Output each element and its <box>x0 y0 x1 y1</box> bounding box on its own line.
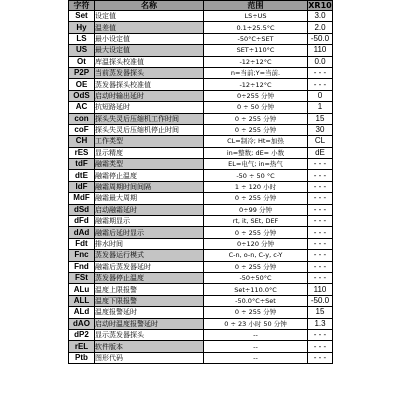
param-code: AC <box>69 102 95 113</box>
param-code: OE <box>69 79 95 90</box>
table-row <box>69 22 333 33</box>
param-code: Set <box>69 11 95 22</box>
param-code: LS <box>69 33 95 44</box>
param-value: 15 <box>308 113 333 124</box>
param-name: 工作类型 <box>95 136 204 147</box>
param-value: dE <box>308 147 333 158</box>
table-row <box>69 33 333 44</box>
param-value: - - - <box>308 216 333 227</box>
param-range: -- <box>204 329 308 340</box>
param-name: 融霜类型 <box>95 159 204 170</box>
param-value: - - - <box>308 261 333 272</box>
param-range: C-n, o-n, C-y, c-Y <box>204 250 308 261</box>
param-value: 0.0 <box>308 56 333 67</box>
param-name: 温度上限报警 <box>95 284 204 295</box>
param-code: IdF <box>69 181 95 192</box>
table-row <box>69 227 333 238</box>
param-code: dSd <box>69 204 95 215</box>
param-range: 0 ÷ 255 分钟 <box>204 113 308 124</box>
table-row <box>69 159 333 170</box>
table-row <box>69 261 333 272</box>
table-row <box>69 352 333 363</box>
param-name: 温度下限报警 <box>95 295 204 306</box>
param-name: 融霜后蒸发器延时 <box>95 261 204 272</box>
table-row <box>69 45 333 56</box>
table-row <box>69 295 333 306</box>
param-code: P2P <box>69 67 95 78</box>
param-name: 探头失灵后压缩机工作时间 <box>95 113 204 124</box>
param-value: 15 <box>308 307 333 318</box>
param-range: SET÷110°C <box>204 45 308 56</box>
param-range: 0.1÷25.5°C <box>204 22 308 33</box>
param-value: - - - <box>308 79 333 90</box>
table-body <box>69 11 333 364</box>
param-range: 0÷99 分钟 <box>204 204 308 215</box>
table-row <box>69 67 333 78</box>
param-code: dAO <box>69 318 95 329</box>
table-row <box>69 181 333 192</box>
param-name: 启动融霜延时 <box>95 204 204 215</box>
param-name: 蒸发器运行模式 <box>95 250 204 261</box>
param-name: 融霜后延时显示 <box>95 227 204 238</box>
param-range: -- <box>204 352 308 363</box>
param-code: rES <box>69 147 95 158</box>
table-row <box>69 124 333 135</box>
param-name: 抗短路延时 <box>95 102 204 113</box>
header-code: 字符 <box>69 1 95 11</box>
table-row <box>69 90 333 101</box>
param-name: 融霜最大周期 <box>95 193 204 204</box>
param-code: US <box>69 45 95 56</box>
param-value: -50.0 <box>308 33 333 44</box>
param-range: in=整数; dE= 小数 <box>204 147 308 158</box>
table-row <box>69 318 333 329</box>
param-value: 110 <box>308 284 333 295</box>
param-value: 110 <box>308 45 333 56</box>
param-range: -50.0°C÷Set <box>204 295 308 306</box>
param-name: 探头失灵后压缩机停止时间 <box>95 124 204 135</box>
param-name: 图形代码 <box>95 352 204 363</box>
param-value: CL <box>308 136 333 147</box>
param-name: 温差值 <box>95 22 204 33</box>
table-row <box>69 216 333 227</box>
param-code: Ot <box>69 56 95 67</box>
param-range: CL=制冷; Ht=加热 <box>204 136 308 147</box>
param-range: 0÷120 分钟 <box>204 238 308 249</box>
param-range: 0 ÷ 255 分钟 <box>204 261 308 272</box>
param-value: 2.0 <box>308 22 333 33</box>
param-range: Set÷110.0°C <box>204 284 308 295</box>
param-range: -12÷12°C <box>204 56 308 67</box>
param-value: 0 <box>308 90 333 101</box>
param-range: n=当前;Y=当前. <box>204 67 308 78</box>
param-code: dtE <box>69 170 95 181</box>
param-code: OdS <box>69 90 95 101</box>
param-code: Ptb <box>69 352 95 363</box>
param-value: 1 <box>308 102 333 113</box>
param-value: - - - <box>308 341 333 352</box>
param-range: -- <box>204 341 308 352</box>
table-row <box>69 147 333 158</box>
param-code: ALd <box>69 307 95 318</box>
param-code: CH <box>69 136 95 147</box>
param-range: 0 ÷ 255 分钟 <box>204 193 308 204</box>
param-value: - - - <box>308 170 333 181</box>
param-range: -50°C÷SET <box>204 33 308 44</box>
param-code: ALL <box>69 295 95 306</box>
table-row <box>69 102 333 113</box>
param-name: 排水时间 <box>95 238 204 249</box>
param-value: - - - <box>308 204 333 215</box>
param-value: - - - <box>308 329 333 340</box>
param-range: 0 ÷ 50 分钟 <box>204 102 308 113</box>
param-code: rEL <box>69 341 95 352</box>
param-range: -12÷12°C <box>204 79 308 90</box>
param-name: 融霜周期时间间隔 <box>95 181 204 192</box>
header-name: 名称 <box>95 1 204 11</box>
header-range: 范围 <box>204 1 308 11</box>
table-row <box>69 250 333 261</box>
table-row <box>69 79 333 90</box>
param-range: 0÷255 分钟 <box>204 90 308 101</box>
table-row <box>69 329 333 340</box>
header-value: XR10 <box>308 1 332 10</box>
param-code: dP2 <box>69 329 95 340</box>
table-row <box>69 170 333 181</box>
param-code: MdF <box>69 193 95 204</box>
param-code: ALu <box>69 284 95 295</box>
table-row <box>69 56 333 67</box>
param-value: -50.0 <box>308 295 333 306</box>
param-code: Fnd <box>69 261 95 272</box>
table-row <box>69 284 333 295</box>
param-code: Fdt <box>69 238 95 249</box>
param-name: 显示蒸发器探头 <box>95 329 204 340</box>
param-name: 最大设定值 <box>95 45 204 56</box>
param-name: 融霜停止温度 <box>95 170 204 181</box>
param-range: rt, it, SEt, DEF <box>204 216 308 227</box>
param-code: dFd <box>69 216 95 227</box>
param-name: 启动时温度报警延时 <box>95 318 204 329</box>
param-value: 30 <box>308 124 333 135</box>
parameter-table <box>68 0 333 364</box>
param-name: 蒸发器探头校准值 <box>95 79 204 90</box>
param-name: 设定值 <box>95 11 204 22</box>
param-code: FSt <box>69 272 95 283</box>
param-code: coF <box>69 124 95 135</box>
param-range: EL=电气; in=热气 <box>204 159 308 170</box>
table-row <box>69 11 333 22</box>
table-row <box>69 113 333 124</box>
param-value: - - - <box>308 181 333 192</box>
table-row <box>69 204 333 215</box>
param-name: 当前蒸发器探头 <box>95 67 204 78</box>
param-range: -50÷50°C <box>204 272 308 283</box>
param-name: 显示精度 <box>95 147 204 158</box>
param-range: 0 ÷ 255 分钟 <box>204 227 308 238</box>
param-value: - - - <box>308 159 333 170</box>
param-range: LS÷US <box>204 11 308 22</box>
param-range: 0 ÷ 255 分钟 <box>204 307 308 318</box>
param-code: tdF <box>69 159 95 170</box>
table-row <box>69 238 333 249</box>
table-row <box>69 307 333 318</box>
param-value: - - - <box>308 193 333 204</box>
param-code: Fnc <box>69 250 95 261</box>
param-name: 蒸发器停止温度 <box>95 272 204 283</box>
table-row <box>69 136 333 147</box>
param-code: con <box>69 113 95 124</box>
param-value: - - - <box>308 227 333 238</box>
param-value: - - - <box>308 272 333 283</box>
param-name: 融霜期显示 <box>95 216 204 227</box>
table-row <box>69 272 333 283</box>
param-value: - - - <box>308 238 333 249</box>
param-value: 1.3 <box>308 318 333 329</box>
param-name: 库温探头校准值 <box>95 56 204 67</box>
param-range: 0 ÷ 23 小时 50 分钟 <box>204 318 308 329</box>
param-name: 最小设定值 <box>95 33 204 44</box>
param-range: 1 ÷ 120 小时 <box>204 181 308 192</box>
param-name: 启动时输出延时 <box>95 90 204 101</box>
param-value: - - - <box>308 67 333 78</box>
param-code: Hy <box>69 22 95 33</box>
param-value: 3.0 <box>308 11 333 22</box>
param-name: 软件版本 <box>95 341 204 352</box>
param-name: 温度报警延时 <box>95 307 204 318</box>
table-header-row <box>69 1 333 11</box>
param-range: 0 ÷ 255 分钟 <box>204 124 308 135</box>
param-range: -50 ÷ 50 °C <box>204 170 308 181</box>
param-code: dAd <box>69 227 95 238</box>
param-value: - - - <box>308 250 333 261</box>
table-row <box>69 341 333 352</box>
param-value: - - - <box>308 352 333 363</box>
table-row <box>69 193 333 204</box>
